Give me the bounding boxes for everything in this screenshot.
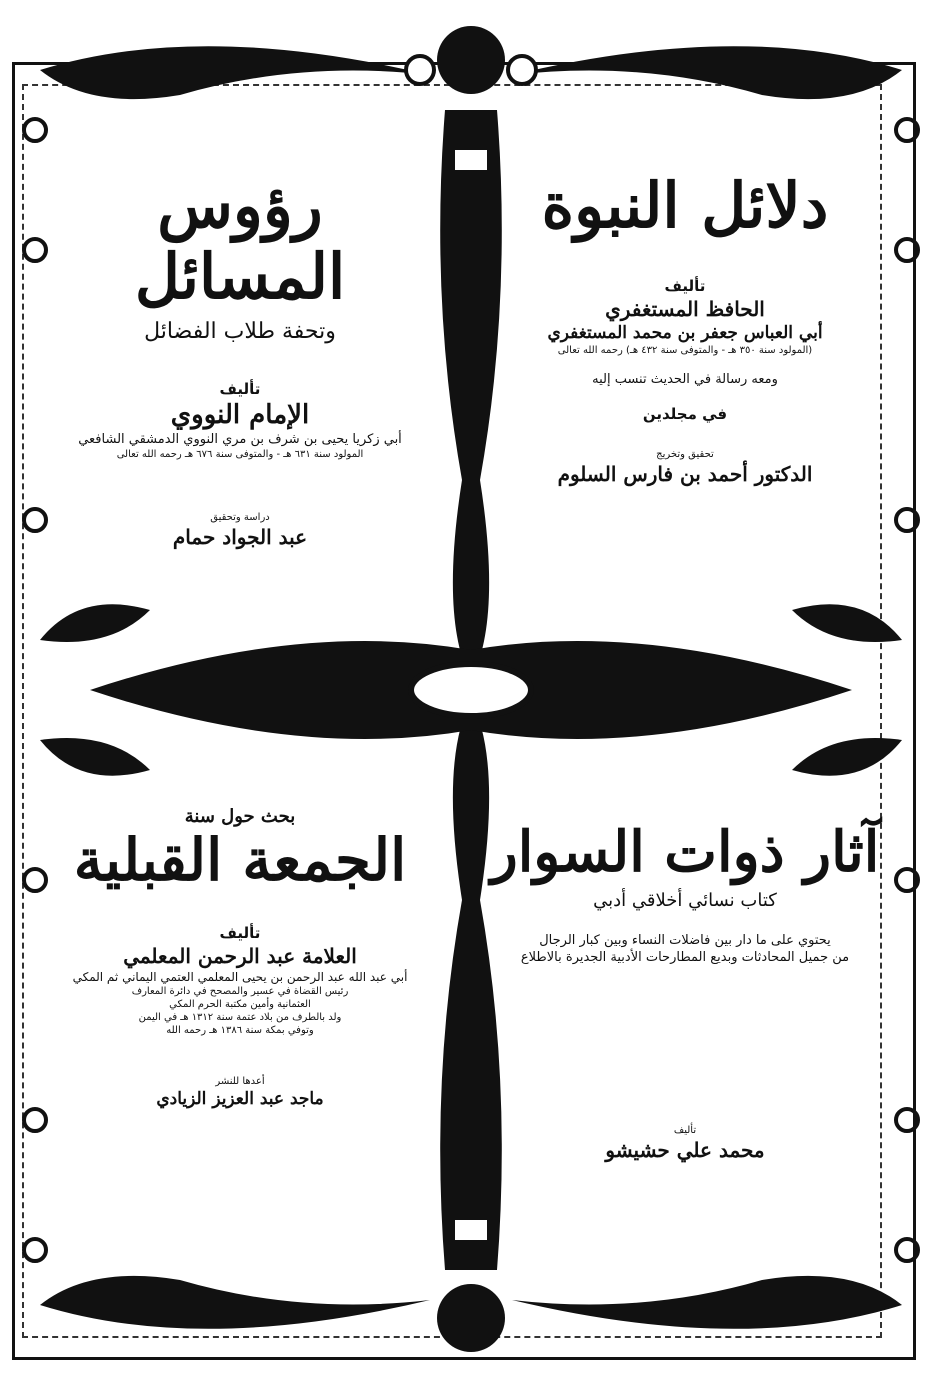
author-dates: (المولود سنة ٣٥٠ هـ - والمتوفى سنة ٤٣٢ هـ) رحمه الله تعالى — [557, 345, 813, 357]
description-line-1: يحتوي على ما دار بين فاضلات النساء وبين كبار الرجال — [539, 933, 831, 949]
author-dates-1: ولد بالطرف من بلاد عتمة سنة ١٣١٢ هـ في اليمن — [138, 1011, 342, 1023]
preparer-name: ماجد عبد العزيز الزيادي — [156, 1088, 324, 1109]
book-title: رؤوس المسائل — [134, 169, 346, 314]
author-label: تأليف — [664, 277, 706, 296]
author-role-2: العثمانية وأمين مكتبة الحرم المكي — [169, 998, 311, 1010]
author-dates: المولود سنة ٦٣١ هـ - والمتوفى سنة ٦٧٦ هـ رحمه الله تعالى — [116, 448, 364, 460]
editor-label: دراسة وتحقيق — [210, 511, 270, 523]
editor-name: عبد الجواد حمام — [172, 524, 308, 549]
book-title: آثار ذوات السوار — [490, 819, 880, 885]
author-full-name: أبي عبد الله عبد الرحمن بن يحيى المعلمي العتمي اليماني ثم المكي — [72, 969, 408, 984]
author-name: محمد علي حشيشو — [605, 1138, 765, 1163]
author-dates-2: وتوفي بمكة سنة ١٣٨٦ هـ رحمه الله — [166, 1024, 314, 1036]
author-full-name: أبي العباس جعفر بن محمد المستغفري — [547, 323, 823, 344]
book-panel-dalail-an-nubuwwah — [485, 170, 885, 486]
editor-label: تحقيق وتخريج — [656, 449, 714, 461]
book-header: بحث حول سنة — [184, 806, 296, 827]
book-subtitle: وتحفة طلاب الفضائل — [144, 318, 336, 344]
book-panel-ruus-al-masail — [45, 170, 435, 549]
author-full-name: أبي زكريا يحيى بن شرف بن مري النووي الدمشقي الشافعي — [78, 431, 402, 447]
author-title: الحافظ المستغفري — [605, 297, 765, 322]
description-line-2: من جميل المحادثات وبديع المطارحات الأدبية الجديرة بالاطلاع — [520, 950, 850, 966]
bottom-scroll-ornament — [40, 1276, 902, 1352]
editor-name: الدكتور أحمد بن فارس السلوم — [557, 462, 813, 487]
preparer-label: أعدها للنشر — [215, 1075, 265, 1087]
volumes-note: في مجلدين — [642, 405, 728, 424]
book-panel-athar-dhawat-as-siwar — [485, 800, 885, 1162]
author-label: تأليف — [673, 1125, 697, 1137]
book-subtitle: كتاب نسائي أخلاقي أدبي — [593, 890, 777, 912]
author-label: تأليف — [219, 923, 261, 942]
book-title: دلائل النبوة — [541, 169, 829, 242]
top-scroll-ornament — [40, 26, 902, 99]
author-label: تأليف — [219, 379, 261, 398]
author-title: العلامة عبد الرحمن المعلمي — [123, 943, 357, 968]
appendix-note: ومعه رسالة في الحديث تنسب إليه — [592, 372, 778, 388]
author-role-1: رئيس القضاة في عسير والمصحح في دائرة المعارف — [131, 985, 349, 997]
book-title: الجمعة القبلية — [73, 826, 407, 894]
author-title: الإمام النووي — [170, 399, 310, 430]
book-panel-al-jumuah-al-qabliyyah — [45, 800, 435, 1109]
